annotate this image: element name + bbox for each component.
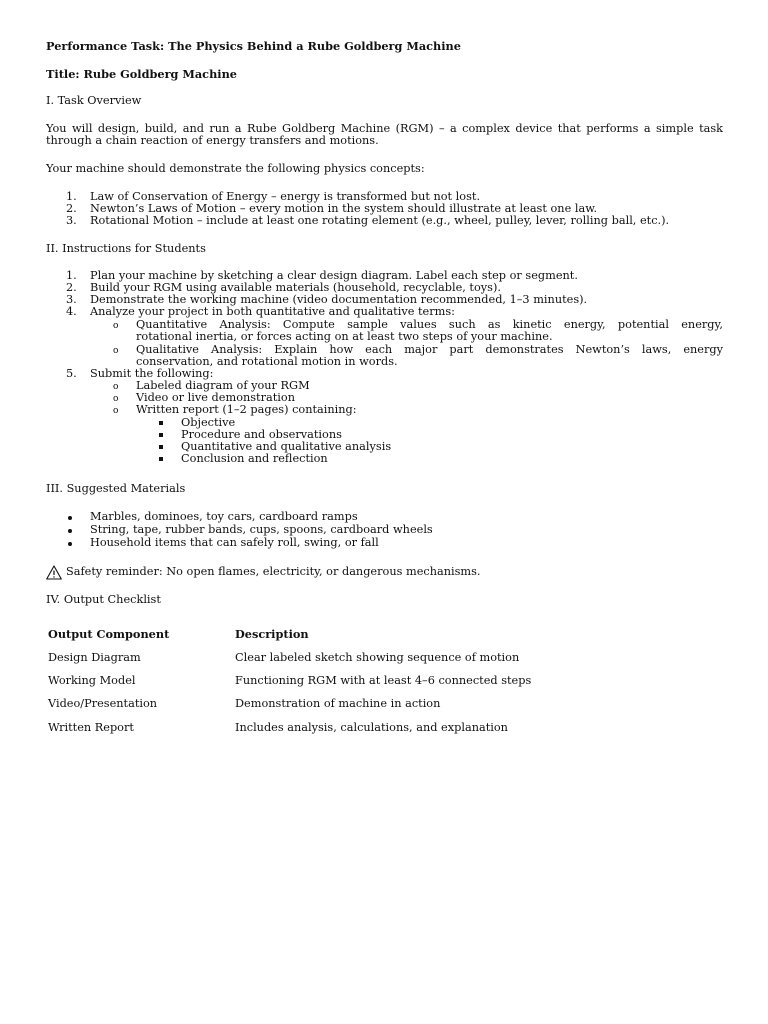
list-marker: 1. bbox=[66, 269, 77, 282]
report-item: Procedure and observations bbox=[181, 428, 342, 441]
document-title: Title: Rube Goldberg Machine bbox=[46, 67, 237, 81]
report-item: Quantitative and qualitative analysis bbox=[181, 440, 392, 453]
report-item: Conclusion and reflection bbox=[181, 452, 328, 465]
circle-bullet: o bbox=[113, 346, 119, 356]
circle-bullet: o bbox=[113, 394, 119, 404]
material-item: Marbles, dominoes, toy cars, cardboard ramps bbox=[90, 510, 358, 523]
circle-bullet: o bbox=[113, 321, 119, 331]
list-marker: 1. bbox=[66, 190, 77, 203]
section-heading-output-checklist: IV. Output Checklist bbox=[46, 593, 161, 606]
section-heading-instructions: II. Instructions for Students bbox=[46, 242, 206, 255]
material-item: String, tape, rubber bands, cups, spoons, cardboard wheels bbox=[90, 523, 433, 536]
table-cell-component: Written Report bbox=[48, 721, 134, 734]
bullet-dot bbox=[68, 529, 72, 533]
warning-triangle-icon bbox=[46, 565, 62, 580]
section-heading-task-overview: I. Task Overview bbox=[46, 94, 142, 107]
qualitative-analysis-line-1: Qualitative Analysis: Explain how each major part demonstrates Newton’s laws, energy bbox=[136, 343, 723, 356]
quantitative-analysis-line-2: rotational inertia, or forces acting on at least two steps of your machine. bbox=[136, 330, 553, 343]
square-bullet bbox=[159, 433, 163, 437]
list-marker: 4. bbox=[66, 305, 77, 318]
section-heading-materials: III. Suggested Materials bbox=[46, 482, 186, 495]
concept-item: Law of Conservation of Energy – energy is transformed but not lost. bbox=[90, 190, 481, 203]
square-bullet bbox=[159, 421, 163, 425]
table-cell-component: Working Model bbox=[48, 674, 136, 687]
square-bullet bbox=[159, 457, 163, 461]
instruction-step: Analyze your project in both quantitative and qualitative terms: bbox=[90, 305, 455, 318]
concept-item: Rotational Motion – include at least one rotating element (e.g., wheel, pulley, lever, rolling ball, etc.). bbox=[90, 214, 670, 227]
report-item: Objective bbox=[181, 416, 236, 429]
instruction-step: Build your RGM using available materials (household, recyclable, toys). bbox=[90, 281, 501, 294]
list-marker: 5. bbox=[66, 367, 77, 380]
list-marker: 3. bbox=[66, 214, 77, 227]
table-cell-component: Design Diagram bbox=[48, 651, 141, 664]
submit-item: Written report (1–2 pages) containing: bbox=[136, 403, 357, 416]
instruction-step: Demonstrate the working machine (video documentation recommended, 1–3 minutes). bbox=[90, 293, 588, 306]
task-title: Performance Task: The Physics Behind a Rube Goldberg Machine bbox=[46, 39, 461, 53]
bullet-dot bbox=[68, 542, 72, 546]
table-header-description: Description bbox=[235, 627, 309, 641]
submit-item: Labeled diagram of your RGM bbox=[136, 379, 310, 392]
square-bullet bbox=[159, 445, 163, 449]
instruction-step: Plan your machine by sketching a clear design diagram. Label each step or segment. bbox=[90, 269, 578, 282]
list-marker: 2. bbox=[66, 202, 77, 215]
overview-paragraph-line-1: You will design, build, and run a Rube Goldberg Machine (RGM) – a complex device that performs a simple task bbox=[46, 122, 723, 135]
material-item: Household items that can safely roll, swing, or fall bbox=[90, 536, 379, 549]
table-header-component: Output Component bbox=[48, 627, 170, 641]
overview-paragraph-line-2: through a chain reaction of energy transfers and motions. bbox=[46, 134, 379, 147]
circle-bullet: o bbox=[113, 382, 119, 392]
submit-item: Video or live demonstration bbox=[136, 391, 295, 404]
list-marker: 2. bbox=[66, 281, 77, 294]
instruction-step: Submit the following: bbox=[90, 367, 214, 380]
table-cell-description: Includes analysis, calculations, and explanation bbox=[235, 721, 508, 734]
bullet-dot bbox=[68, 516, 72, 520]
table-cell-description: Demonstration of machine in action bbox=[235, 697, 441, 710]
qualitative-analysis-line-2: conservation, and rotational motion in words. bbox=[136, 355, 398, 368]
table-cell-description: Clear labeled sketch showing sequence of motion bbox=[235, 651, 520, 664]
concept-item: Newton’s Laws of Motion – every motion in the system should illustrate at least one law. bbox=[90, 202, 598, 215]
quantitative-analysis-line-1: Quantitative Analysis: Compute sample values such as kinetic energy, potential energy, bbox=[136, 318, 723, 331]
list-marker: 3. bbox=[66, 293, 77, 306]
concepts-intro: Your machine should demonstrate the following physics concepts: bbox=[46, 162, 425, 175]
table-cell-component: Video/Presentation bbox=[48, 697, 158, 710]
table-cell-description: Functioning RGM with at least 4–6 connected steps bbox=[235, 674, 532, 687]
circle-bullet: o bbox=[113, 406, 119, 416]
safety-reminder: Safety reminder: No open flames, electricity, or dangerous mechanisms. bbox=[66, 565, 481, 578]
